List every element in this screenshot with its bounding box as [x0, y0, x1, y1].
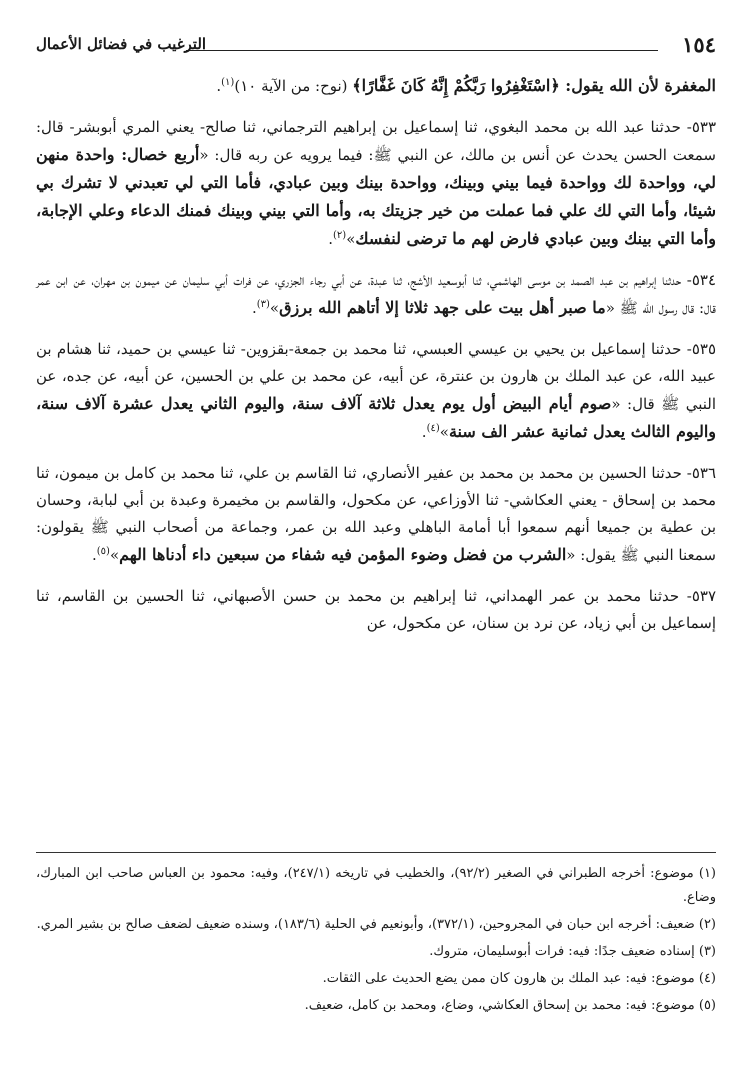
footnotes — [36, 862, 716, 1021]
paragraph-text: . — [251, 299, 257, 317]
paragraph-text: (نوح: من الآية ١٠) — [234, 77, 353, 95]
paragraph-text: . — [91, 546, 97, 564]
footnote: (١) موضوع: أخرجه الطبراني في الصغير (٩٢/٢)، والخطيب في تاريخه (٢٤٧/١)، وفيه: محمود بن العباس صاحب ابن المبارك، وضاع. — [36, 866, 716, 905]
footnote: (٤) موضوع: فيه: عبد الملك بن هارون كان ممن يضع الحديث على الثقات. — [322, 971, 716, 986]
hadith-paragraph — [36, 267, 716, 322]
footnote-divider — [36, 852, 716, 853]
paragraph-text: ٥٣٣- حدثنا عبد الله بن محمد البغوي، ثنا إسماعيل بن إبراهيم الترجماني، ثنا صالح- يعني المري أبوبشر- قال: سمعت الحسن يحدث عن أنس بن مالك، عن النبي ﷺ: فيما يرويه عن ربه قال: « — [36, 118, 716, 164]
paragraph-text: ٥٣٦- حدثنا الحسين بن محمد بن محمد بن عفير الأنصاري، ثنا القاسم بن علي، ثنا محمد بن كامل بن ميمون، ثنا محمد بن إسحاق - يعني العكاشي- ثنا الأوزاعي، عن مكحول، والقاسم بن مخيمرة وعبدة بن أبي لبابة، وحسان بن عطية بن جميعا أنهم سمعوا أبا أمامة الباهلي وعبد الله بن عمر، وجماعة من أصحاب النبي ﷺ يقولون: سمعنا النبي ﷺ يقول: « — [36, 464, 716, 564]
paragraph-text: ٥٣٥- حدثنا إسماعيل بن يحيي بن عيسي العبسي، ثنا محمد بن جمعة-بقزوين- ثنا عيسي بن حميد، ثنا هشام بن عبيد الله، عن عبد الملك بن هارون بن عنترة، عن أبيه، عن محمد بن علي بن الحسين، عن أبيه، عن جده، عن النبي ﷺ قال: « — [36, 340, 717, 413]
main-text — [36, 72, 716, 637]
hadith-text: صوم أيام البيض أول يوم يعدل ثلاثة آلاف سنة، واليوم الثاني يعدل عشرة آلاف سنة، واليوم الثالث يعدل ثمانية عشر الف سنة — [36, 394, 716, 441]
paragraph-text: ٥٣٤- حدثنا إبراهيم بن عبد الصمد بن موسى الهاشمي، ثنا أبوسعيد الأشج، ثنا عبدة، عن أبي رجاء الجزري، عن فرات أبي سليمان عن ميمون بن مهران، عن ابن عمر قال: قال رسول الله ﷺ « — [36, 271, 716, 317]
footnote-marker: (١) — [221, 77, 235, 88]
paragraph-text: » — [109, 546, 120, 564]
footnote: (٢) ضعيف: أخرجه ابن حبان في المجروحين، (٣٧٢/١)، وأبونعيم في الحلية (١٨٣/٦)، وسنده ضعيف لضعف صالح بن بشير المري. — [36, 917, 716, 932]
footnote-marker: (٥) — [96, 546, 110, 557]
continuation-paragraph — [36, 72, 716, 100]
hadith-paragraph — [36, 336, 716, 446]
hadith-text: ما صبر أهل بيت على جهد ثلاثا إلا أتاهم الله برزق — [279, 298, 606, 317]
footnote: (٣) إسناده ضعيف جدًا: فيه: فرات أبوسليمان، متروك. — [429, 944, 716, 959]
paragraph-text: . — [216, 77, 222, 95]
hadith-text: الشرب من فضل وضوء المؤمن فيه شفاء من سبعين داء أدناها الهم — [119, 545, 567, 564]
book-title: الترغيب في فضائل الأعمال — [36, 35, 207, 53]
page-header — [36, 30, 716, 64]
footnote-marker: (٤) — [426, 423, 440, 434]
page-number: ١٥٤ — [682, 32, 716, 57]
hadith-paragraph — [36, 460, 716, 569]
hadith-paragraph — [36, 583, 716, 637]
header-rule — [186, 50, 658, 51]
paragraph-text: ٥٣٧- حدثنا محمد بن عمر الهمداني، ثنا إبراهيم بن محمد بن حسن الأصبهاني، ثنا الحسين بن القاسم، ثنا إسماعيل بن أبي زياد، عن نرد بن سنان، عن مكحول، عن — [36, 587, 716, 632]
hadith-text: أربع خصال: واحدة منهن لي، وواحدة لك وواحدة فيما بيني وبينك، وواحدة بينك وبين عبادي، فأما التي لي تعبدني لا تشرك بي شيئا، وأما التي لك علي فما عملت من خير جزيتك به، وأما التي بيني وبينك فمنك الدعاء وعلي الإجابة، وأما التي بينك وبين عبادي فارض لهم ما ترضى لنفسك — [36, 145, 716, 248]
paragraph-text: » — [346, 230, 356, 248]
footnote: (٥) موضوع: فيه: محمد بن إسحاق العكاشي، وضاع، ومحمد بن كامل، ضعيف. — [304, 998, 716, 1013]
paragraph-text: » — [269, 299, 280, 317]
footnote-marker: (٢) — [333, 230, 347, 241]
paragraph-text: . — [328, 230, 334, 248]
hadith-text: المغفرة لأن الله يقول: ﴿اسْتَغْفِرُوا رَبَّكُمْ إِنَّهُ كَانَ غَفَّارًا﴾ — [352, 76, 716, 95]
hadith-paragraph — [36, 114, 716, 253]
footnote-marker: (٣) — [256, 299, 270, 310]
paragraph-text: » — [439, 423, 449, 441]
paragraph-text: . — [421, 423, 427, 441]
